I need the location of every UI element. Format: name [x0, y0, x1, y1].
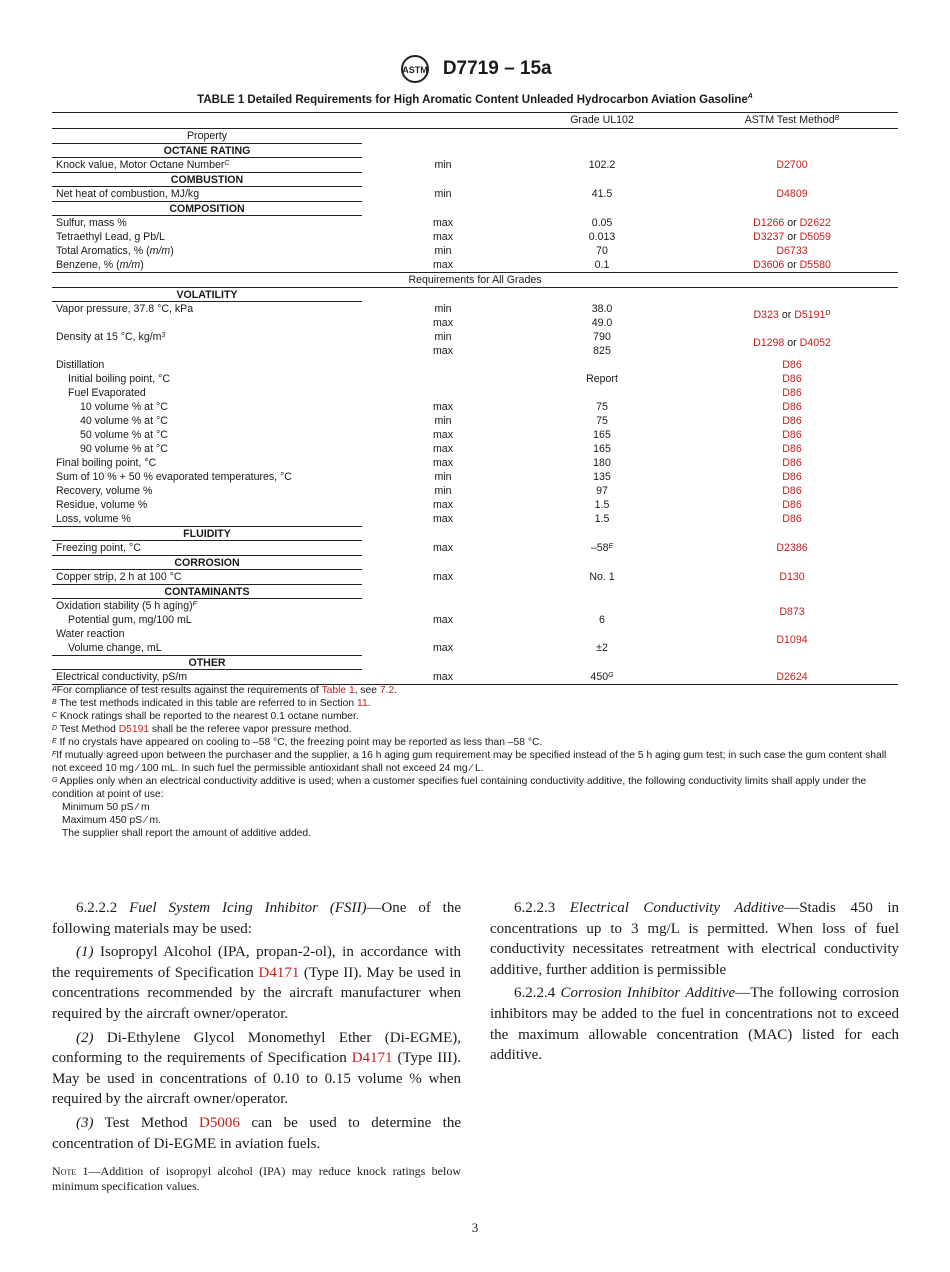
table-row: Density at 15 °C, $kg/m^3$ min 790 max 825 D1298 or D4052	[56, 331, 831, 357]
table-row: 40 volume % at °C min 75 D86	[80, 415, 802, 427]
svg-text:ASTM: ASTM	[402, 65, 429, 75]
section-combustion: COMBUSTION	[52, 173, 362, 187]
page-header	[0, 54, 950, 84]
method-link[interactable]: D2700	[776, 159, 808, 171]
table-row: Water reaction Volume change, mL max ±2 D1094	[56, 628, 808, 654]
requirements-table	[52, 112, 898, 685]
table-row: 90 volume % at °C max 165 D86	[80, 443, 802, 455]
table-row: Benzene, % (m/m) max 0.1 D3606 or D5580	[52, 258, 898, 273]
table-row	[52, 129, 898, 143]
section-corrosion: CORROSION	[52, 556, 362, 570]
table-row: Residue, volume % max 1.5 D86	[56, 499, 802, 511]
col-grade: Grade UL102	[570, 114, 634, 126]
table-row: Freezing point, °C max $-58^E$ D2386	[56, 542, 808, 554]
table-row: Initial boiling point, °C Report D86	[68, 373, 802, 385]
table-header-row	[52, 113, 898, 129]
table-row: Knock value, Motor Octane Number$^C$ min 102.2 D2700	[52, 158, 898, 172]
table-row: Recovery, volume % min 97 D86	[56, 485, 802, 497]
table-caption: TABLE 1 Detailed Requirements for High Aromatic Content Unleaded Hydrocarbon Aviation Gasoline$^A$	[197, 93, 753, 106]
table-row: Distillation D86	[56, 359, 802, 371]
right-column: 6.2.2.3 Electrical Conductivity Additive—Stadis 450 in concentrations up to 3 mg/L is permitted. When loss of fuel conductivity necessitates retreatment with electrical conductivity additive, further addition is permissible 6.2.2.4 Corrosion Inhibitor Additive—The following corrosion inhibitors may be added to the fuel in concentrations not to exceed the maximum allowable concentration (MAC) listed for each additive.	[490, 900, 899, 1064]
table-row: Copper strip, 2 h at 100 °C max No. 1 D130	[56, 571, 805, 583]
document-designation: D7719 – 15a	[442, 58, 552, 79]
table-footnotes: $^A$For compliance of test results against the requirements of Table 1, see 7.2. $^B$ The test methods indicated in this table are referred to in Section 11. $^C$ Knock ratings shall be reported to the nearest 0.1 octane number. $^D$ Test Method D5191 shall be the referee vapor pressure method. $^E$ If no crystals have appeared on cooling to –58 °C, the freezing point may be reported as less than –58 °C. $^F$If mutually agreed upon between the purchaser and the supplier, a 16 h aging gum requirement may be specified instead of the 5 h aging gum test; in such case the gum content shall not exceed 10 mg ⁄ 100 mL. In such fuel the permissible antioxidant shall not exceed 24 mg ⁄ L. $^G$ Applies only when an electrical conductivity additive is used; when a customer specifies fuel containing conductivity additive, the following conductivity limits shall apply under the condition at point of use: Minimum 50 pS ⁄ m Maximum 450 pS ⁄ m. The supplier shall report the amount of additive added.	[52, 685, 887, 839]
requirements-all-grades: Requirements for All Grades	[408, 274, 542, 286]
table-row: Tetraethyl Lead, g Pb/L max 0.013 D3237 or D5059	[56, 231, 831, 243]
table-row: Net heat of combustion, MJ/kg min 41.5 D4809	[52, 187, 898, 201]
col-property: Property	[186, 130, 228, 142]
section-contaminants: CONTAMINANTS	[52, 585, 362, 599]
table-row: Electrical conductivity, pS/m max $450^G$ D2624	[56, 671, 808, 683]
table-row: Fuel Evaporated D86	[68, 387, 802, 399]
table-row: Oxidation stability (5 h aging)$^F$ Potential gum, mg/100 mL max 6 D873	[56, 600, 805, 626]
table-row: Final boiling point, °C max 180 D86	[56, 457, 802, 469]
table-row: Vapor pressure, 37.8 °C, kPa min 38.0 max 49.0 D323 or $D5191^D$	[56, 303, 831, 329]
col-method: ASTM Test Method$^B$	[744, 114, 840, 126]
method-link[interactable]: D4809	[776, 188, 808, 200]
astm-logo-icon	[398, 54, 432, 84]
section-composition: COMPOSITION	[52, 202, 362, 216]
table-row: 10 volume % at °C max 75 D86	[80, 401, 802, 413]
section-fluidity: FLUIDITY	[52, 527, 362, 541]
table-row: 50 volume % at °C max 165 D86	[80, 429, 802, 441]
page-number: 3	[471, 1220, 479, 1235]
method-link[interactable]: D6733	[776, 245, 808, 257]
table-row	[52, 273, 898, 288]
table-row: Sum of 10 % + 50 % evaporated temperatures, °C min 135 D86	[56, 471, 802, 483]
left-column: 6.2.2.2 Fuel System Icing Inhibitor (FSII)—One of the following materials may be used: (1) Isopropyl Alcohol (IPA, propan-2-ol), in accordance with the requirements of Specification D4171 (Type II). May be used in concentrations recommended by the aircraft manufacturer when required by the aircraft owner/operator. (2) Di-Ethylene Glycol Monomethyl Ether (Di-EGME), conforming to the requirements of Specification D4171 (Type III). May be used in concentrations of 0.10 to 0.15 volume % when required by the aircraft owner/operator. (3) Test Method D5006 can be used to determine the concentration of Di-EGME in aviation fuels. Note 1—Addition of isopropyl alcohol (IPA) may reduce knock ratings below minimum specification values.	[52, 900, 462, 1194]
section-other: OTHER	[52, 656, 362, 670]
table-row: Total Aromatics, % (m/m) min 70 D6733	[52, 244, 898, 258]
section-octane: OCTANE RATING	[52, 144, 362, 158]
table-row: Sulfur, mass % max 0.05 D1266 or D2622	[56, 217, 831, 229]
section-volatility: VOLATILITY	[52, 288, 362, 302]
table-row: Loss, volume % max 1.5 D86	[56, 513, 802, 525]
